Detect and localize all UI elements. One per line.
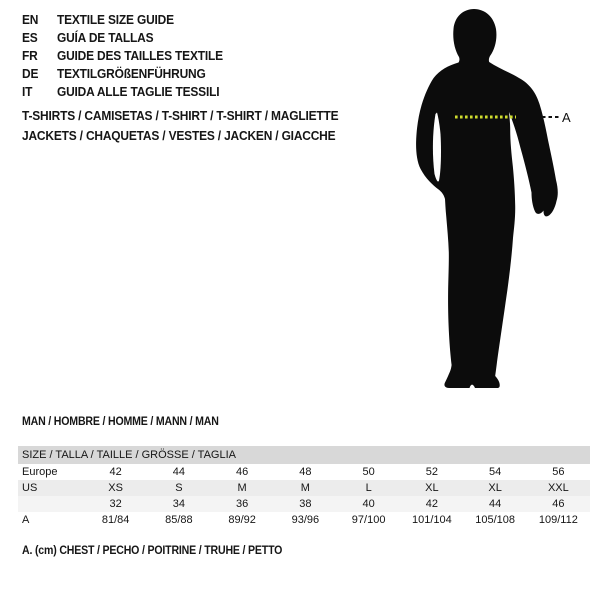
row-label: A: [22, 514, 30, 526]
table-row-chest-a: [18, 512, 590, 528]
language-title: TEXTILGRÖßENFÜHRUNG: [56, 65, 206, 81]
table-cell: 38: [299, 498, 312, 510]
table-cell: M: [237, 482, 247, 494]
language-code: FR: [22, 47, 38, 63]
table-cell: XL: [425, 482, 439, 494]
category-line-tshirts: T-SHIRTS / CAMISETAS / T-SHIRT / T-SHIRT / MAGLIETTE: [22, 108, 339, 123]
table-cell: 109/112: [538, 514, 578, 526]
table-cell: 50: [362, 466, 375, 478]
language-code: ES: [22, 29, 38, 45]
language-code: IT: [22, 83, 33, 99]
table-cell: 34: [172, 498, 185, 510]
language-row-en: [22, 10, 223, 28]
table-cell: 40: [362, 498, 375, 510]
table-cell: 44: [489, 498, 502, 510]
table-row-numeric: [18, 496, 590, 512]
language-list: [22, 10, 223, 100]
table-row-us: [18, 480, 590, 496]
table-cell: 85/88: [165, 514, 193, 526]
table-cell: 105/108: [475, 514, 515, 526]
language-row-de: [22, 64, 223, 82]
man-silhouette-figure: [403, 2, 583, 395]
man-silhouette: [416, 9, 558, 388]
category-titles: [22, 106, 338, 145]
table-cell: 36: [236, 498, 249, 510]
row-label: Europe: [22, 466, 58, 478]
table-cell: 48: [299, 466, 312, 478]
row-label: US: [22, 482, 38, 494]
language-row-es: [22, 28, 223, 46]
table-cell: 56: [552, 466, 565, 478]
table-cell: 52: [425, 466, 438, 478]
table-cell: 93/96: [291, 514, 320, 526]
table-cell: 46: [552, 498, 565, 510]
table-cell: 54: [489, 466, 502, 478]
category-line-jackets: JACKETS / CHAQUETAS / VESTES / JACKEN / GIACCHE: [22, 127, 336, 143]
language-title: GUIDA ALLE TAGLIE TESSILI: [56, 83, 220, 99]
table-cell: XS: [108, 482, 123, 494]
table-cell: L: [365, 482, 372, 494]
measurement-footnote: A. (cm) CHEST / PECHO / POITRINE / TRUHE / PETTO: [22, 545, 283, 557]
table-cell: 44: [172, 466, 185, 478]
table-cell: 97/100: [351, 514, 386, 526]
table-cell: 81/84: [101, 514, 130, 526]
language-code: DE: [22, 65, 39, 81]
size-table-header: SIZE / TALLA / TAILLE / GRÖSSE / TAGLIA: [18, 446, 590, 464]
section-title-man: MAN / HOMBRE / HOMME / MANN / MAN: [22, 416, 219, 428]
table-row-europe: [18, 464, 590, 480]
table-cell: 46: [236, 466, 249, 478]
language-row-it: [22, 82, 223, 100]
language-title: GUIDE DES TAILLES TEXTILE: [56, 47, 223, 63]
table-cell: 42: [109, 466, 122, 478]
table-cell: 32: [109, 498, 122, 510]
measure-label-a: A: [562, 110, 571, 125]
table-cell: 101/104: [411, 514, 452, 526]
table-cell: M: [300, 482, 310, 494]
table-cell: XL: [488, 482, 502, 494]
language-row-fr: [22, 46, 223, 64]
row-label: [18, 496, 84, 512]
language-code: EN: [22, 11, 39, 27]
size-table: [18, 446, 590, 528]
language-title: GUÍA DE TALLAS: [56, 29, 154, 45]
table-cell: S: [175, 482, 183, 494]
table-cell: 89/92: [228, 514, 256, 526]
table-cell: XXL: [547, 482, 569, 494]
language-title: TEXTILE SIZE GUIDE: [56, 11, 174, 27]
table-cell: 42: [425, 498, 438, 510]
